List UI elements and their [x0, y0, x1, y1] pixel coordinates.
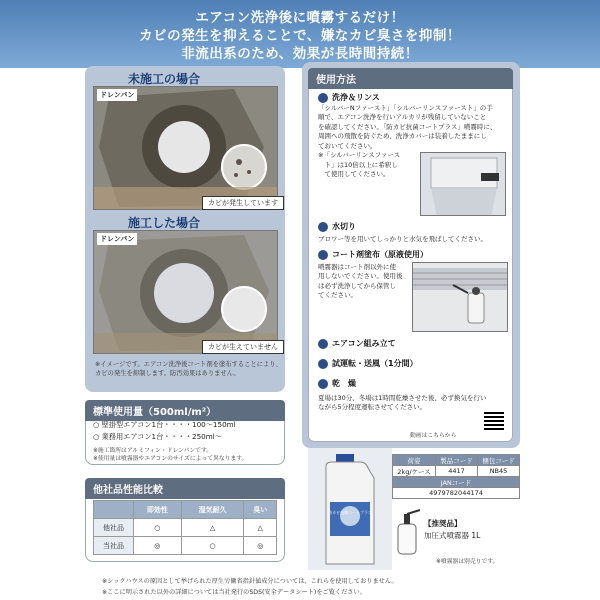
text-line: ※「シルバーリンスファース	[318, 151, 401, 160]
table-row	[393, 488, 520, 499]
text-line: 周囲への飛散を防ぐため、洗浄カバーは装着したままにし	[318, 132, 487, 141]
headline-3: 非流出系のため、効果が長時間持続！	[181, 46, 419, 62]
step-dry	[318, 378, 356, 389]
text-line: 噴霧器はコート剤以外に使	[318, 263, 396, 271]
step-drain-text	[318, 235, 508, 244]
table-row	[94, 537, 277, 555]
footnote-2: ※ここに明示された以外の詳細については当社発行のSDS(安全データシート)をご覧ください。	[102, 589, 366, 596]
wash-cover-image	[421, 153, 506, 216]
table-row	[94, 519, 277, 537]
howto-heading: 使用方法	[308, 68, 513, 89]
bottle-label: 防カビ抗菌コートプラス	[328, 510, 372, 515]
text-line: ておいてください。	[318, 141, 377, 150]
step-wash	[318, 92, 380, 103]
usage-commercial-text: 業務用エアコン1台・・・・250ml〜	[101, 432, 222, 441]
text-line: 用しないでください。使用後	[318, 272, 403, 281]
step-assemble	[318, 338, 396, 349]
step-icon	[318, 339, 328, 349]
video-link-label[interactable]: 動画はこちらから	[410, 433, 457, 439]
perf-cell: ◎	[244, 537, 277, 555]
step-test-run	[318, 358, 418, 369]
usage-line-commercial: ○ 業務用エアコン1台・・・・250ml〜	[93, 432, 222, 441]
image-note: ※イメージです。エアコン洗浄後コート剤を塗布することにより、カビの発生を抑制します。防汚効果はありません。	[95, 361, 282, 378]
step-dry-title: 乾 燥	[332, 379, 356, 388]
text-line: を確認してください。「防カビ抗菌コートプラス」噴霧時に、	[318, 122, 497, 131]
pinfo-header: 製品コード	[435, 455, 477, 466]
after-drainpan-tag: ドレンパン	[97, 233, 137, 245]
step-drain	[318, 221, 356, 232]
step-coat	[318, 249, 428, 260]
perf-col-humidity: 湿気耐久	[181, 501, 244, 519]
text-line: 順で、エアコン洗浄を行いアルカリが残留していないこと	[318, 113, 487, 122]
perf-col-empty	[94, 501, 134, 519]
product-info-table	[392, 454, 520, 499]
spray-coating-image	[413, 263, 508, 332]
footnote-1: ※シックハウスの原因として挙げられた厚生労働省指針値成分については、これらを使用しておりません。	[102, 578, 398, 585]
perf-cell: △	[244, 519, 277, 537]
perf-row-name: 他社品	[94, 519, 134, 537]
sprayer-image	[392, 508, 422, 556]
before-title: 未施工の場合	[128, 72, 201, 86]
text-line: てください。	[318, 291, 357, 300]
sprayer-name: 加圧式噴霧器 1L	[424, 531, 481, 540]
perf-col-odor: 臭い	[244, 501, 277, 519]
step-coat-text	[318, 263, 418, 301]
perf-cell: ○	[181, 537, 244, 555]
pinfo-jan: 4979782044174	[393, 488, 520, 499]
perf-cell: ◎	[134, 537, 182, 555]
table-row	[393, 466, 520, 477]
pinfo-jan-label: JANコード	[393, 477, 520, 488]
qr-code-icon[interactable]	[484, 410, 504, 430]
usage-note-2: ※使用量は噴霧器やエアコンのサイズによって異なります。	[93, 456, 248, 462]
text-line: ブロワー等を用いてしっかりと水気を飛ばしてください。	[318, 235, 487, 243]
step-coat-title: コート剤塗布（原液使用）	[332, 250, 428, 259]
performance-header-row	[94, 501, 277, 519]
performance-table	[93, 500, 277, 555]
perf-col-speed: 即効性	[134, 501, 182, 519]
before-drainpan-tag: ドレンパン	[97, 89, 137, 101]
performance-heading: 他社品性能比較	[85, 478, 285, 499]
pinfo-header: 荷姿	[393, 455, 436, 466]
after-title: 施工した場合	[128, 216, 201, 230]
wash-photo	[420, 152, 506, 216]
recommended-label: 【推奨品】	[424, 519, 462, 528]
header-banner	[0, 0, 600, 68]
before-caption: カビが発生しています	[202, 196, 284, 210]
dirty-drain-pan-image	[94, 87, 278, 210]
step-icon	[318, 359, 328, 369]
after-photo	[93, 230, 278, 354]
table-row	[393, 477, 520, 488]
sprayer-note: ※噴霧器は別売りです。	[436, 559, 499, 565]
text-line: は必ず洗浄してから保管し	[318, 281, 396, 290]
pinfo-header: 梱包コード	[477, 455, 519, 466]
step-wash-title: 洗浄＆リンス	[332, 93, 380, 102]
spray-photo	[412, 262, 508, 332]
step-icon	[318, 93, 328, 103]
step-icon	[318, 222, 328, 232]
pinfo-cell: 2kg/ケース	[393, 466, 436, 477]
step-test-run-title: 試運転・送風（1分間）	[332, 359, 418, 368]
clean-drain-pan-image	[94, 231, 278, 354]
before-photo	[93, 86, 278, 210]
perf-row-name: 当社品	[94, 537, 134, 555]
usage-line-wall: ○ 壁掛型エアコン1台・・・・100〜150ml	[93, 420, 236, 429]
headline-1: エアコン洗浄後に噴霧するだけ！	[195, 10, 405, 26]
step-assemble-title: エアコン組み立て	[332, 339, 396, 348]
perf-cell: ○	[134, 519, 182, 537]
step-icon	[318, 250, 328, 260]
text-line: て使用してください。	[318, 169, 390, 178]
text-line: ト」は10倍以上に希釈し	[318, 160, 398, 169]
step-icon	[318, 379, 328, 389]
step-dry-text	[318, 394, 508, 413]
text-line: ながら5分程度運転させてください。	[318, 403, 427, 412]
step-drain-title: 水切り	[332, 222, 356, 231]
text-line: 夏場は30分、冬場は1時間乾燥させた後、必ず換気を行い	[318, 394, 487, 402]
after-caption: カビが生えていません	[202, 340, 284, 354]
usage-wall-text: 壁掛型エアコン1台・・・・100〜150ml	[101, 420, 236, 429]
perf-cell: △	[181, 519, 244, 537]
usage-heading: 標準使用量（500ml/m²）	[85, 400, 285, 421]
pinfo-cell: 4417	[435, 466, 477, 477]
headline-2: カビの発生を抑えることで、嫌なカビ臭さを抑制！	[139, 28, 461, 44]
text-line: 「シルバーNファースト」「シルバーリンスファースト」の手	[318, 104, 493, 112]
table-row	[393, 455, 520, 466]
usage-note-1: ※施工箇所はアルミフィン・ドレンパンです。	[93, 448, 213, 454]
pinfo-cell: NB45	[477, 466, 519, 477]
